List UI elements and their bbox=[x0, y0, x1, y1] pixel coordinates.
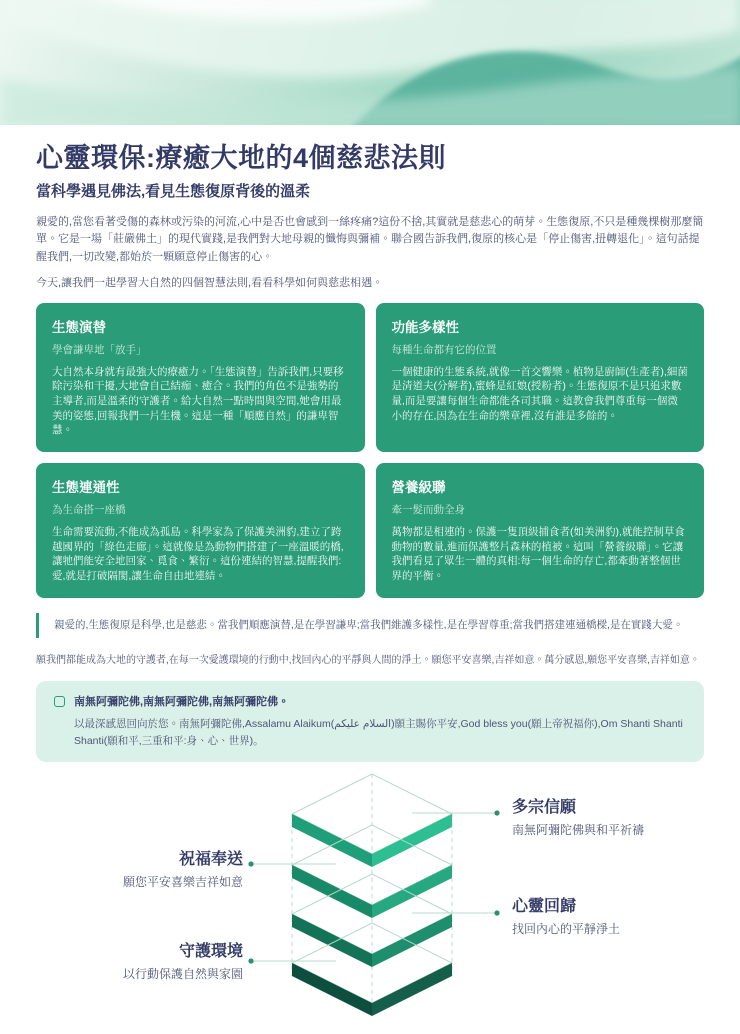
card-trophic-cascade bbox=[376, 463, 705, 598]
label-connectors bbox=[248, 810, 499, 963]
diagram-label-sub: 願您平安喜樂吉祥如意 bbox=[122, 875, 243, 890]
card-functional-diversity bbox=[376, 303, 705, 452]
card-body: 萬物都是相連的。保護一隻頂級捕食者(如美洲豹),就能控制草食動物的數量,進而保護整片森林的植被。這叫「營養級聯」。它讓我們看見了眾生一體的真相:每一個生命的存亡,都牽動著整個世界的平衡。 bbox=[391, 525, 685, 583]
intro-paragraph-1: 親愛的,當您看著受傷的森林或污染的河流,心中是否也會感到一絲疼痛?這份不捨,其實就是慈悲心的萌芽。生態復原,不只是種幾棵樹那麼簡單。它是一場「莊嚴佛土」的現代實踐,是我們對大地母親的懺悔與彌補。聯合國告訴我們,復原的核心是「停止傷害,扭轉退化」。這句話提醒我們,一切改變,都始於一顆願意停止傷害的心。 bbox=[36, 216, 704, 263]
card-title: 營養級聯 bbox=[391, 479, 446, 495]
card-body: 生命需要流動,不能成為孤島。科學家為了保護美洲豹,建立了跨越國界的「綠色走廊」。這就像是為動物們搭建了一座溫暖的橋,讓牠們能安全地回家、覓食、繁衍。這份連結的智慧,提醒我們:愛,就是打破隔閡,讓生命自由地連結。 bbox=[52, 525, 344, 583]
closing-paragraph: 願我們都能成為大地的守護者,在每一次愛護環境的行動中,找回內心的平靜與人間的淨土。願您平安喜樂,吉祥如意。萬分感恩,願您平安喜樂,吉祥如意。 bbox=[36, 655, 700, 667]
prayer-body: 以最深感恩回向於您。南無阿彌陀佛,Assalamu Alaikum(السلام عليكم)願主賜你平安,God bless you(願上帝祝福你),Om Shanti Shanti Shanti(願和平,三重和平:身、心、世界)。 bbox=[74, 718, 683, 747]
intro-paragraph-2: 今天,讓我們一起學習大自然的四個智慧法則,看看科學如何與慈悲相遇。 bbox=[36, 277, 384, 290]
card-ecological-connectivity bbox=[36, 463, 365, 598]
diagram-label-title: 祝福奉送 bbox=[178, 851, 243, 869]
page-title: 心靈環保:療癒大地的4個慈悲法則 bbox=[36, 143, 447, 173]
connector-dot bbox=[248, 861, 253, 866]
card-subtitle: 牽一髮而動全身 bbox=[391, 503, 465, 516]
card-subtitle: 每種生命都有它的位置 bbox=[391, 343, 497, 356]
diagram-label-blessing bbox=[58, 846, 243, 890]
card-subtitle: 為生命搭一座橋 bbox=[52, 503, 126, 516]
page-subtitle: 當科學遇見佛法,看見生態復原背後的溫柔 bbox=[36, 183, 311, 201]
card-subtitle: 學會謙卑地「放手」 bbox=[52, 343, 147, 356]
diagram-label-mind-return bbox=[512, 893, 620, 937]
main-content bbox=[0, 125, 740, 762]
card-title: 功能多樣性 bbox=[391, 319, 459, 335]
summary-quote: 親愛的,生態復原是科學,也是慈悲。當我們順應演替,是在學習謙卑;當我們維護多樣性,是在學習尊重;當我們搭建連通橋樑,是在實踐大愛。 bbox=[36, 613, 704, 639]
card-title: 生態連通性 bbox=[52, 479, 120, 495]
wave-graphic bbox=[0, 0, 740, 125]
prayer-box bbox=[36, 681, 704, 762]
card-ecological-succession bbox=[36, 303, 365, 452]
diagram-label-protect-environment bbox=[58, 938, 243, 982]
connector-dot bbox=[494, 810, 499, 815]
card-title: 生態演替 bbox=[52, 319, 106, 335]
prayer-heading-row bbox=[54, 693, 686, 709]
diagram-label-sub: 南無阿彌陀佛與和平祈禱 bbox=[512, 823, 645, 838]
principle-cards bbox=[36, 303, 704, 598]
diagram-label-faith bbox=[512, 794, 644, 838]
card-body: 大自然本身就有最強大的療癒力。「生態演替」告訴我們,只要移除污染和干擾,大地會自己結痂、癒合。我們的角色不是強勢的主導者,而是溫柔的守護者。給大自然一點時間與空間,她會用最美的姿態,回報我們一片生機。這是一種「順應自然」的謙卑智慧。 bbox=[52, 365, 344, 437]
diagram-label-title: 多宗信願 bbox=[512, 799, 577, 817]
prayer-heading: 南無阿彌陀佛,南無阿彌陀佛,南無阿彌陀佛。 bbox=[74, 696, 290, 709]
checkbox-icon[interactable] bbox=[54, 696, 65, 707]
connector-dot bbox=[494, 910, 499, 915]
connector-dot bbox=[248, 958, 253, 963]
diagram-label-sub: 以行動保護自然與家園 bbox=[122, 967, 243, 982]
hero-banner bbox=[0, 0, 740, 125]
card-body: 一個健康的生態系統,就像一首交響樂。植物是廚師(生產者),細菌是清道夫(分解者),蜜蜂是紅娘(授粉者)。生態復原不是只追求數量,而是要讓每個生命都能各司其職。這教會我們尊重每一個微小的存在,因為在生命的樂章裡,沒有誰是多餘的。 bbox=[391, 365, 688, 422]
diagram-label-title: 心靈回歸 bbox=[512, 898, 577, 916]
diagram-label-sub: 找回內心的平靜淨土 bbox=[512, 922, 621, 937]
layer-diagram bbox=[0, 772, 740, 1034]
diagram-label-title: 守護環境 bbox=[178, 943, 243, 961]
